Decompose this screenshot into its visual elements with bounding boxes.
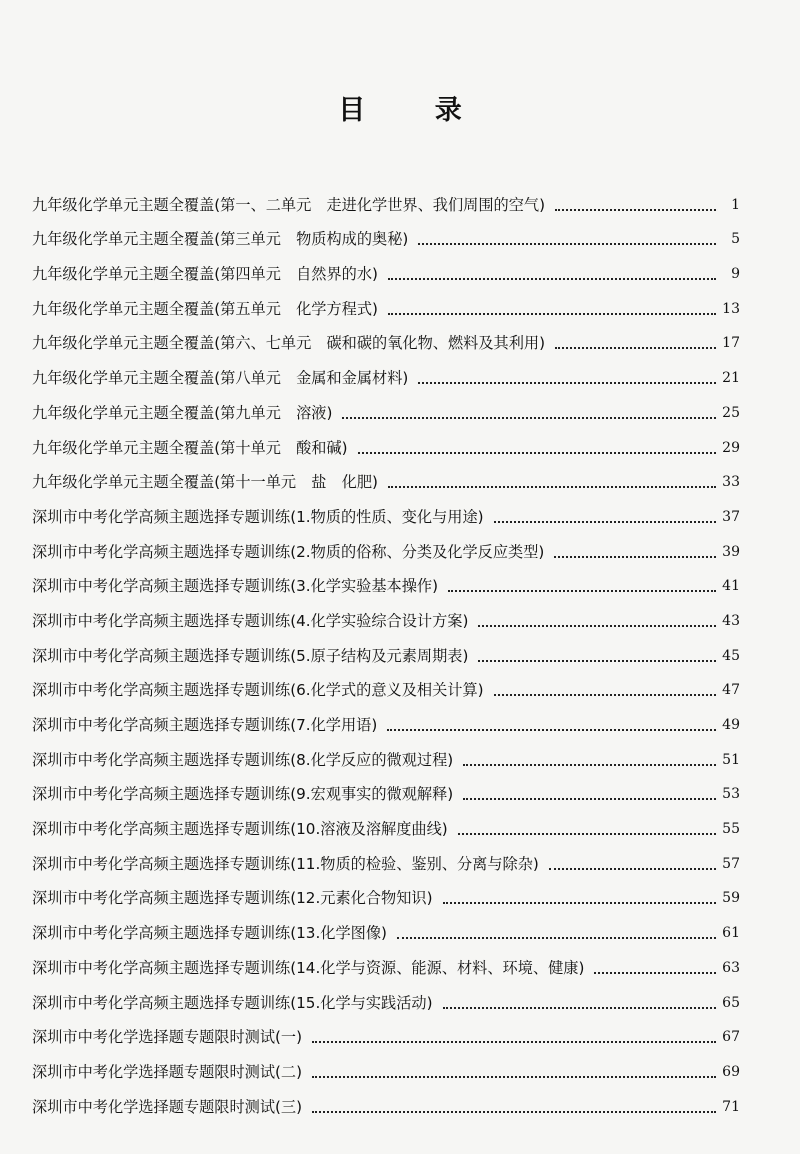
toc-entry xyxy=(32,423,740,458)
toc-entry-title: 深圳市中考化学高频主题选择专题训练(6.化学式的意义及相关计算) xyxy=(32,681,484,700)
toc-leader-dots xyxy=(443,901,716,904)
toc-page-number: 33 xyxy=(722,474,740,491)
toc-page-number: 51 xyxy=(722,751,740,768)
toc-leader-dots xyxy=(478,624,716,627)
toc-entry xyxy=(32,631,740,666)
toc-entry-title: 深圳市中考化学高频主题选择专题训练(7.化学用语) xyxy=(32,716,378,734)
toc-page-number: 29 xyxy=(722,439,740,456)
toc-leader-dots xyxy=(418,242,716,245)
toc-leader-dots xyxy=(549,867,716,870)
toc-leader-dots xyxy=(342,416,716,419)
toc-leader-dots xyxy=(388,277,716,280)
toc-page-number: 5 xyxy=(731,231,740,248)
toc-entry-title: 深圳市中考化学高频主题选择专题训练(13.化学图像) xyxy=(32,924,387,943)
toc-page-number: 67 xyxy=(722,1029,740,1046)
toc-page-number: 41 xyxy=(722,578,740,595)
toc-entry-title: 深圳市中考化学选择题专题限时测试(三) xyxy=(32,1097,303,1116)
toc-entry-title: 深圳市中考化学高频主题选择专题训练(5.原子结构及元素周期表) xyxy=(32,646,469,665)
toc-leader-dots xyxy=(463,797,716,800)
toc-page-number: 65 xyxy=(722,994,740,1011)
toc-page-number: 17 xyxy=(722,335,740,352)
toc-page-number: 9 xyxy=(731,266,740,283)
toc-page-number: 63 xyxy=(722,959,740,976)
toc-entry xyxy=(32,180,740,215)
toc-entry xyxy=(32,1047,740,1082)
toc-entry-title: 深圳市中考化学高频主题选择专题训练(14.化学与资源、能源、材料、环境、健康) xyxy=(32,958,585,977)
toc-leader-dots xyxy=(494,693,716,696)
toc-entry-title: 九年级化学单元主题全覆盖(第六、七单元 碳和碳的氧化物、燃料及其利用) xyxy=(32,334,546,353)
toc-entry-title: 深圳市中考化学高频主题选择专题训练(1.物质的性质、变化与用途) xyxy=(32,507,484,526)
toc-entry-title: 九年级化学单元主题全覆盖(第三单元 物质构成的奥秘) xyxy=(32,230,409,249)
toc-leader-dots xyxy=(458,832,716,835)
toc-entry xyxy=(32,458,740,493)
toc-leader-dots xyxy=(594,971,716,974)
toc-entry-title: 深圳市中考化学高频主题选择专题训练(12.元素化合物知识) xyxy=(32,889,433,908)
toc-entry-title: 九年级化学单元主题全覆盖(第十单元 酸和碱) xyxy=(32,438,348,457)
toc-entry-title: 深圳市中考化学高频主题选择专题训练(11.物质的检验、鉴别、分离与除杂) xyxy=(32,854,539,873)
toc-page-number: 39 xyxy=(722,543,740,560)
toc-entry xyxy=(32,943,740,978)
toc-entry xyxy=(32,249,740,284)
toc-page-number: 57 xyxy=(722,855,740,872)
toc-entry xyxy=(32,666,740,701)
toc-entry xyxy=(32,1013,740,1048)
toc-page-number: 43 xyxy=(722,612,740,629)
toc-entry xyxy=(32,215,740,250)
toc-entry-title: 九年级化学单元主题全覆盖(第十一单元 盐 化肥) xyxy=(32,473,378,492)
toc-entry xyxy=(32,353,740,388)
toc-page-number: 13 xyxy=(722,300,740,317)
toc-entry xyxy=(32,596,740,631)
toc-page-number: 47 xyxy=(722,682,740,699)
toc-page-number: 71 xyxy=(722,1098,740,1115)
toc-entry-title: 深圳市中考化学高频主题选择专题训练(10.溶液及溶解度曲线) xyxy=(32,820,448,839)
toc-entry-title: 九年级化学单元主题全覆盖(第八单元 金属和金属材料) xyxy=(32,369,409,388)
toc-entry-title: 深圳市中考化学高频主题选择专题训练(4.化学实验综合设计方案) xyxy=(32,611,469,630)
toc-entry-title: 九年级化学单元主题全覆盖(第九单元 溶液) xyxy=(32,403,333,422)
toc-leader-dots xyxy=(555,208,716,211)
toc-entry-title: 九年级化学单元主题全覆盖(第四单元 自然界的水) xyxy=(32,265,378,284)
toc-entry xyxy=(32,388,740,423)
toc-page-number: 59 xyxy=(722,890,740,907)
toc-page-number: 53 xyxy=(722,786,740,803)
toc-page-number: 37 xyxy=(722,508,740,525)
toc-page-number: 55 xyxy=(722,821,740,838)
toc-leader-dots xyxy=(448,589,716,592)
toc-leader-dots xyxy=(418,381,716,384)
toc-leader-dots xyxy=(312,1040,716,1043)
toc-entry xyxy=(32,978,740,1013)
toc-entry-title: 深圳市中考化学高频主题选择专题训练(15.化学与实践活动) xyxy=(32,993,433,1012)
toc-page-number: 1 xyxy=(731,196,740,213)
toc-entry xyxy=(32,804,740,839)
toc-entry-title: 深圳市中考化学高频主题选择专题训练(9.宏观事实的微观解释) xyxy=(32,785,454,804)
toc-entry xyxy=(32,735,740,770)
toc-entry xyxy=(32,839,740,874)
toc-leader-dots xyxy=(555,346,716,349)
toc-entry xyxy=(32,527,740,562)
toc-entry-title: 九年级化学单元主题全覆盖(第五单元 化学方程式) xyxy=(32,299,378,318)
toc-leader-dots xyxy=(397,936,716,939)
page-title: 目 录 xyxy=(338,95,492,126)
toc-entry xyxy=(32,874,740,909)
toc-entry xyxy=(32,319,740,354)
toc-page-number: 49 xyxy=(722,717,740,733)
toc-leader-dots xyxy=(494,520,716,523)
toc-leader-dots xyxy=(312,1075,716,1078)
toc-leader-dots xyxy=(312,1110,716,1113)
toc-leader-dots xyxy=(478,659,716,662)
toc-page-number: 61 xyxy=(722,925,740,942)
toc-entry xyxy=(32,562,740,597)
toc-entry xyxy=(32,908,740,943)
toc-entry xyxy=(32,700,740,735)
toc-leader-dots xyxy=(387,728,716,731)
toc-leader-dots xyxy=(388,312,716,315)
toc-entry xyxy=(32,492,740,527)
toc-leader-dots xyxy=(388,485,716,488)
toc-page-number: 45 xyxy=(722,647,740,664)
toc-entry-title: 深圳市中考化学高频主题选择专题训练(3.化学实验基本操作) xyxy=(32,577,439,596)
toc-entry xyxy=(32,1082,740,1117)
toc-page-number: 25 xyxy=(722,404,740,421)
toc-page-number: 69 xyxy=(722,1063,740,1080)
toc-leader-dots xyxy=(463,763,716,766)
toc-entry-title: 九年级化学单元主题全覆盖(第一、二单元 走进化学世界、我们周围的空气) xyxy=(32,195,546,214)
toc-page-number: 21 xyxy=(722,370,740,387)
toc-leader-dots xyxy=(554,555,716,558)
toc-entry xyxy=(32,770,740,805)
toc-leader-dots xyxy=(443,1006,716,1009)
toc-entry-title: 深圳市中考化学高频主题选择专题训练(2.物质的俗称、分类及化学反应类型) xyxy=(32,542,545,561)
toc-entry-title: 深圳市中考化学高频主题选择专题训练(8.化学反应的微观过程) xyxy=(32,750,454,769)
toc-leader-dots xyxy=(358,451,716,454)
table-of-contents xyxy=(32,180,740,1117)
toc-entry-title: 深圳市中考化学选择题专题限时测试(二) xyxy=(32,1062,303,1081)
toc-entry xyxy=(32,284,740,319)
toc-entry-title: 深圳市中考化学选择题专题限时测试(一) xyxy=(32,1028,303,1047)
